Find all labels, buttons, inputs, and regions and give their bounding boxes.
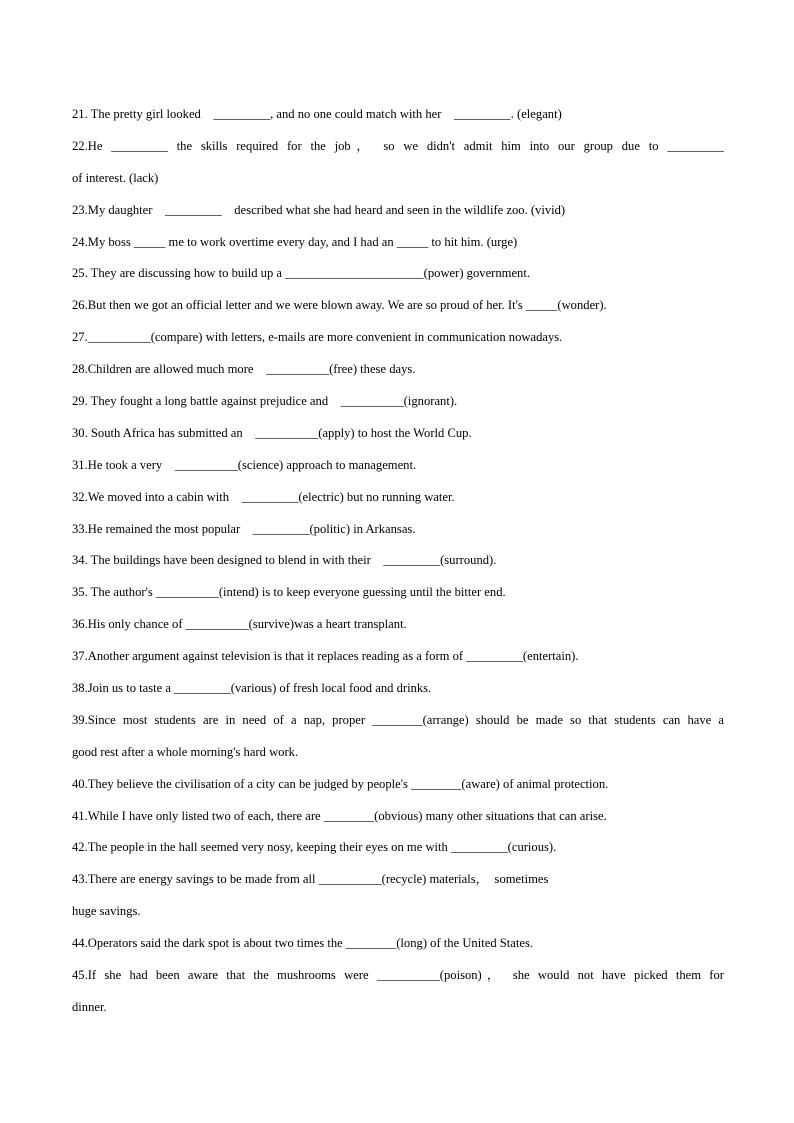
question-32: 32.We moved into a cabin with _________(electric) but no running water.: [72, 489, 455, 504]
question-27: 27.__________(compare) with letters, e-mails are more convenient in communication nowadays.: [72, 330, 563, 345]
question-30: 30. South Africa has submitted an __________(apply) to host the World Cup.: [72, 425, 472, 440]
question-34: 34. The buildings have been designed to blend in with their _________(surround).: [72, 553, 497, 568]
question-26: 26.But then we got an official letter and we were blown away. We are so proud of her. It's _____(wonder).: [72, 298, 607, 313]
question-29: 29. They fought a long battle against prejudice and __________(ignorant).: [72, 394, 458, 409]
question-22-continued: of interest. (lack): [72, 170, 159, 185]
question-45-continued: dinner.: [72, 999, 107, 1014]
question-21: 21. The pretty girl looked _________, and no one could match with her _________. (elegant): [72, 107, 562, 121]
question-36: 36.His only chance of __________(survive)was a heart transplant.: [72, 617, 407, 632]
question-41: 41.While I have only listed two of each, there are ________(obvious) many other situations that can arise.: [72, 808, 607, 823]
question-23: 23.My daughter _________ described what she had heard and seen in the wildlife zoo. (vivid): [72, 202, 566, 217]
question-43: 43.There are energy savings to be made from all __________(recycle) materials， sometimes: [72, 872, 549, 887]
question-22: 22.He _________ the skills required for the job， so we didn't admit him into our group due to _________: [72, 138, 724, 153]
question-39: 39.Since most students are in need of a nap, proper ________(arrange) should be made so that students can have a: [72, 712, 724, 727]
question-45: 45.If she had been aware that the mushrooms were __________(poison)， she would not have picked them for: [72, 968, 724, 983]
question-39-continued: good rest after a whole morning's hard work.: [72, 744, 299, 759]
question-25: 25. They are discussing how to build up a ______________________(power) government.: [72, 266, 530, 281]
question-31: 31.He took a very __________(science) approach to management.: [72, 457, 417, 472]
question-40: 40.They believe the civilisation of a city can be judged by people's ________(aware) of animal protection.: [72, 776, 609, 791]
question-38: 38.Join us to taste a _________(various) of fresh local food and drinks.: [72, 681, 432, 696]
exercise-body: [72, 99, 724, 1024]
question-35: 35. The author's __________(intend) is to keep everyone guessing until the bitter end.: [72, 585, 506, 600]
question-28: 28.Children are allowed much more __________(free) these days.: [72, 362, 416, 377]
question-42: 42.The people in the hall seemed very nosy, keeping their eyes on me with _________(curious).: [72, 840, 557, 855]
question-24: 24.My boss _____ me to work overtime every day, and I had an _____ to hit him. (urge): [72, 234, 518, 249]
question-44: 44.Operators said the dark spot is about two times the ________(long) of the United States.: [72, 936, 533, 951]
question-33: 33.He remained the most popular _________(politic) in Arkansas.: [72, 521, 416, 536]
question-37: 37.Another argument against television is that it replaces reading as a form of _________(entertain).: [72, 649, 579, 664]
question-43-continued: huge savings.: [72, 904, 141, 919]
